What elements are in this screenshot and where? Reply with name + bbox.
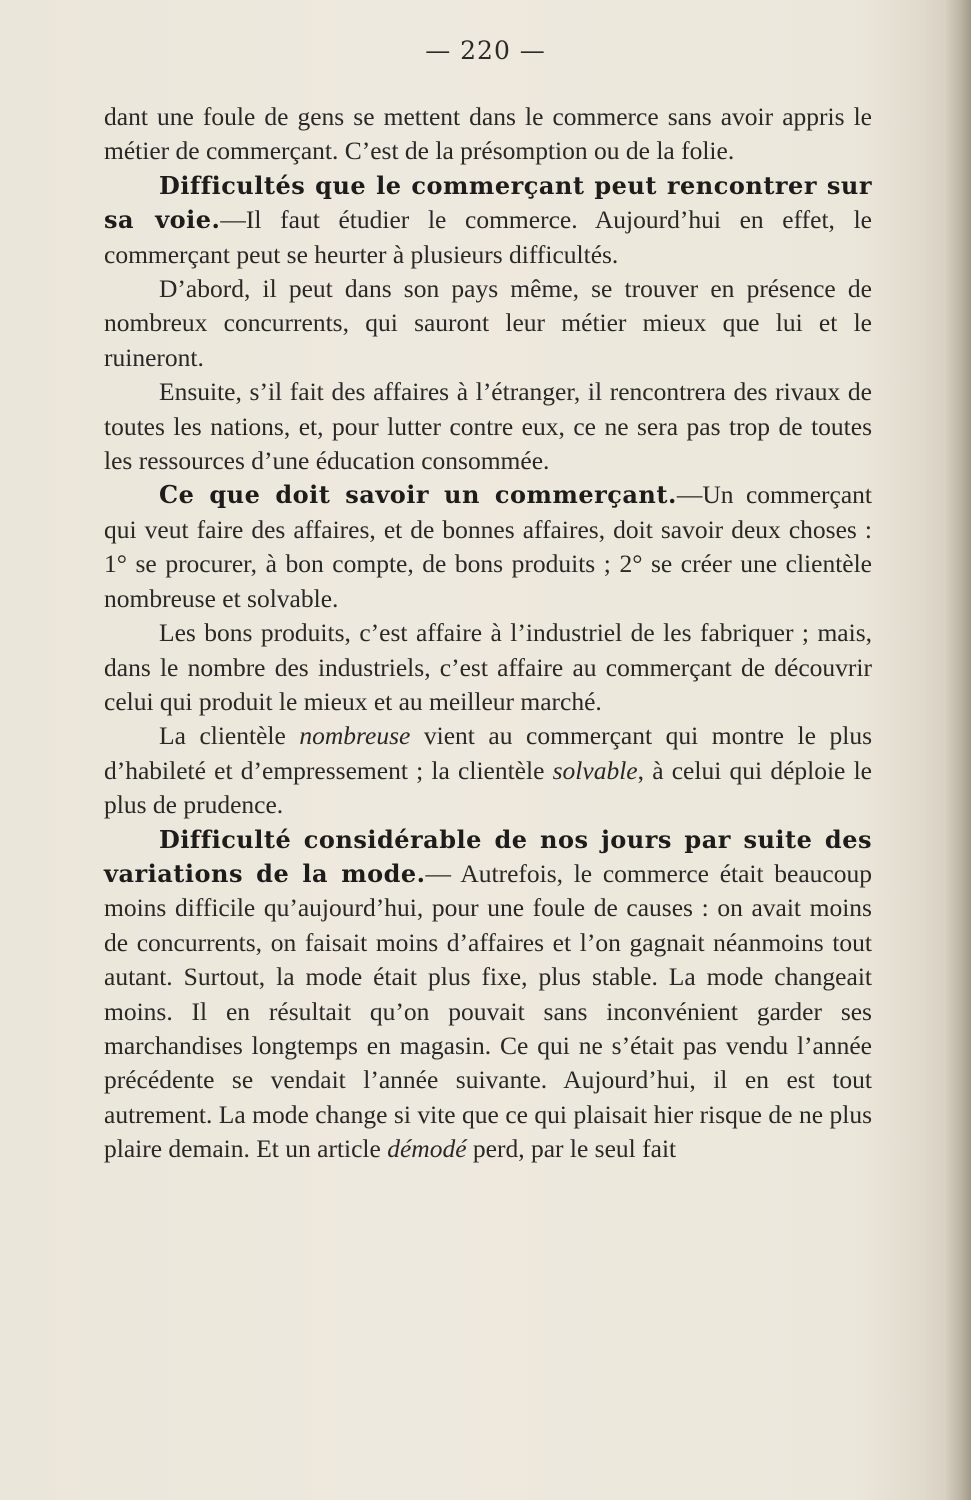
page-edge-shadow xyxy=(945,0,971,1500)
section-heading-savoir: Ce que doit savoir un commerçant. xyxy=(159,480,677,510)
paragraph-6 xyxy=(104,616,872,719)
paragraph-7 xyxy=(104,719,872,822)
paragraph-text: Ensuite, s’il fait des affaires à l’étranger, il rencontrera des rivaux de toutes les nations, et, pour lutter contre eux, ce ne sera pas trop de toutes les ressources d’une éducation consommée. xyxy=(104,377,872,476)
paragraph-8 xyxy=(104,823,872,1167)
paragraph-text: La clientèle xyxy=(159,721,300,751)
emphasis-solvable: solvable xyxy=(552,755,638,785)
paragraph-text: —Il faut étudier le commerce. Aujourd’hui en effet, le commerçant peut se heurter à plusieurs difficultés. xyxy=(104,205,872,269)
paragraph-text: —Un commerçant qui veut faire des affaires, et de bonnes affaires, doit savoir deux choses : 1° se procurer, à bon compte, de bons produits ; 2° se créer une clientèle nombreuse et solvable. xyxy=(104,480,872,613)
section-heading-difficultes: Difficultés que le commerçant peut rencontrer sur sa voie. xyxy=(104,170,872,235)
paragraph-text: — Autrefois, le commerce était beaucoup moins difficile qu’aujourd’hui, pour une foule de causes : on avait moins de concurrents, on faisait moins d’affaires et l’on gagnait néanmoins tout autant. Surtout, la mode était plus fixe, plus stable. La mode changeait moins. Il en résultait qu’on pouvait sans inconvénient garder ses marchandises longtemps en magasin. Ce qui ne s’était pas vendu l’année précédente se vendait l’année suivante. Aujourd’hui, il en est tout autrement. La mode change si vite que ce qui plaisait hier risque de ne plus plaire demain. Et un article xyxy=(104,858,872,1164)
body-text xyxy=(104,100,872,1167)
paragraph-text: perd, par le seul fait xyxy=(466,1134,677,1164)
paragraph-1 xyxy=(104,100,872,169)
paragraph-5 xyxy=(104,478,872,616)
paragraph-text: D’abord, il peut dans son pays même, se trouver en présence de nombreux concurrents, qui sauront leur métier mieux que lui et le ruineront. xyxy=(104,274,872,372)
page-number: — 220 — xyxy=(425,36,546,65)
section-heading-mode: Difficulté considérable de nos jours par suite des variations de la mode. xyxy=(104,824,872,888)
emphasis-demode: démodé xyxy=(387,1134,467,1164)
emphasis-nombreuse: nombreuse xyxy=(299,721,411,751)
paragraph-text: vient au commerçant qui montre le plus d’habileté et d’empressement ; la clientèle xyxy=(104,721,872,785)
paragraph-3 xyxy=(104,272,872,375)
paragraph-text: Les bons produits, c’est affaire à l’industriel de les fabriquer ; mais, dans le nombre des industriels, c’est affaire au commerçant de découvrir celui qui produit le mieux et au meilleur marché. xyxy=(104,618,872,716)
paragraph-text: , à celui qui déploie le plus de prudence. xyxy=(104,755,872,820)
paragraph-text: dant une foule de gens se mettent dans le commerce sans avoir appris le métier de commerçant. C’est de la présomption ou de la folie. xyxy=(104,102,872,166)
paragraph-2 xyxy=(104,169,872,272)
paragraph-4 xyxy=(104,375,872,478)
